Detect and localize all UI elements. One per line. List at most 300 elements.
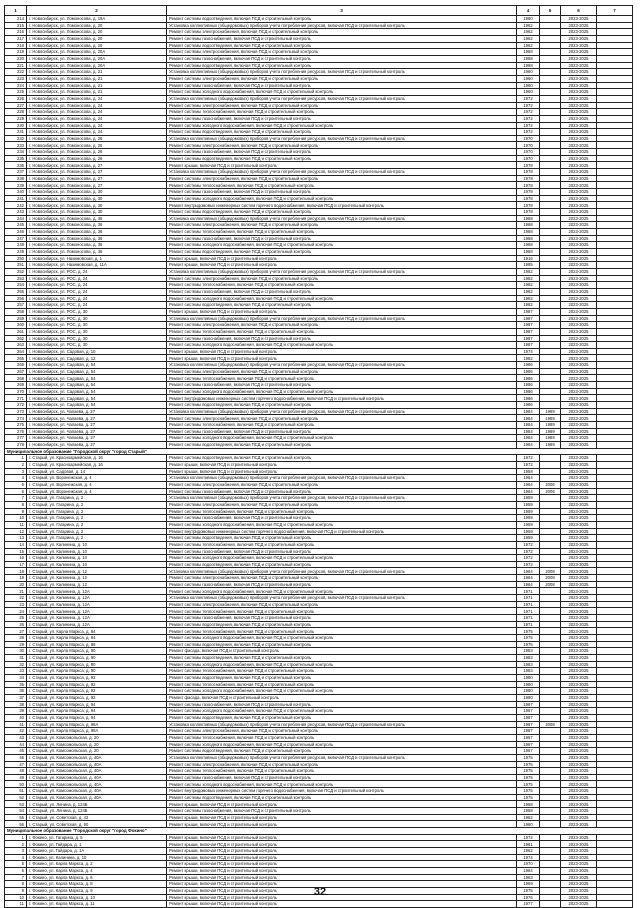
table-cell: г. Старый, ул. Карла Маркса, д. 90 bbox=[27, 648, 167, 655]
table-cell: 2023-2025 bbox=[561, 521, 597, 528]
table-row bbox=[5, 42, 633, 49]
table-cell: г. Старый, ул. Ленина, д. 124Б bbox=[27, 808, 167, 815]
table-cell: г. Новосибирск, ул. Садовая, д. 12 bbox=[27, 355, 167, 362]
table-cell: 1959 bbox=[517, 508, 540, 515]
table-cell: 1970 bbox=[517, 142, 540, 149]
table-cell: 243 bbox=[5, 209, 27, 216]
table-cell: 1984 bbox=[517, 428, 540, 435]
table-cell: 2023-2025 bbox=[561, 142, 597, 149]
table-cell: 2023-2025 bbox=[561, 49, 597, 56]
table-cell: 2023-2025 bbox=[561, 295, 597, 302]
table-cell: Ремонт системы холодного водоснабжения, включая ПСД и строительный контроль bbox=[167, 342, 517, 349]
table-cell: 1971 bbox=[517, 588, 540, 595]
table-cell: Ремонт системы водоотведения, включая ПСД и строительный контроль bbox=[167, 62, 517, 69]
table-row bbox=[5, 728, 633, 735]
table-cell: Установка коллективных (общедомовых) приборов учета потребления ресурсов, включая ПСД и строительный контроль bbox=[167, 495, 517, 502]
table-cell: Ремонт крыши, включая ПСД и строительный контроль bbox=[167, 894, 517, 901]
table-cell bbox=[540, 75, 561, 82]
table-cell: г. Фокино, ул. Карла Маркса, д. 8 bbox=[27, 881, 167, 888]
table-cell bbox=[540, 328, 561, 335]
table-cell: 1982 bbox=[517, 268, 540, 275]
table-cell bbox=[540, 501, 561, 508]
table-cell: г. Старый, ул. Калинина, д. 12 bbox=[27, 568, 167, 575]
table-cell: 1 bbox=[5, 455, 27, 462]
table-row bbox=[5, 674, 633, 681]
table-cell: 1978 bbox=[517, 162, 540, 169]
table-cell: г. Новосибирск, ул. Ломоносова, д. 36 bbox=[27, 222, 167, 229]
table-cell-empty bbox=[597, 368, 633, 375]
table-cell: Ремонт системы теплоснабжения, включая ПСД и строительный контроль bbox=[167, 608, 517, 615]
table-cell: Установка коллективных (общедомовых) приборов учета потребления ресурсов, включая ПСД и строительный контроль bbox=[167, 568, 517, 575]
table-cell-empty bbox=[597, 195, 633, 202]
table-cell: 11 bbox=[5, 901, 27, 908]
table-cell: г. Новосибирск, ул. Ломоносова, д. 24 bbox=[27, 129, 167, 136]
table-row bbox=[5, 282, 633, 289]
table-cell: г. Новосибирск, ул. Ломоносова, д. 26 bbox=[27, 149, 167, 156]
table-cell: Ремонт системы холодного водоснабжения, включая ПСД и строительный контроль bbox=[167, 661, 517, 668]
table-cell: Ремонт системы электроснабжения, включая ПСД и строительный контроль bbox=[167, 728, 517, 735]
table-row bbox=[5, 794, 633, 801]
table-cell bbox=[540, 175, 561, 182]
table-cell: Установка коллективных (общедомовых) приборов учета потребления ресурсов, включая ПСД и строительный контроль bbox=[167, 69, 517, 76]
table-cell-empty bbox=[597, 701, 633, 708]
table-cell-empty bbox=[597, 69, 633, 76]
table-row bbox=[5, 561, 633, 568]
table-cell bbox=[540, 209, 561, 216]
table-cell-empty bbox=[597, 222, 633, 229]
table-cell: 1968 bbox=[517, 242, 540, 249]
table-row bbox=[5, 568, 633, 575]
table-cell: 1960 bbox=[517, 821, 540, 828]
table-cell: 2023-2025 bbox=[561, 868, 597, 875]
table-cell: 2023-2025 bbox=[561, 608, 597, 615]
table-cell-empty bbox=[597, 535, 633, 542]
table-cell: Ремонт системы теплоснабжения, включая ПСД и строительный контроль bbox=[167, 182, 517, 189]
table-cell: 2023-2025 bbox=[561, 75, 597, 82]
table-cell bbox=[540, 122, 561, 129]
table-cell: г. Новосибирск, ул. Нахимовская, д. 1 bbox=[27, 255, 167, 262]
table-cell: Установка коллективных (общедомовых) приборов учета потребления ресурсов, включая ПСД и строительный контроль bbox=[167, 754, 517, 761]
table-cell-empty bbox=[597, 82, 633, 89]
table-cell: 2023-2025 bbox=[561, 375, 597, 382]
table-cell: 2023-2025 bbox=[561, 728, 597, 735]
table-cell: 2023-2025 bbox=[561, 748, 597, 755]
table-row bbox=[5, 621, 633, 628]
table-cell: Ремонт системы холодного водоснабжения, включая ПСД и строительный контроль bbox=[167, 89, 517, 96]
table-row bbox=[5, 248, 633, 255]
table-row bbox=[5, 774, 633, 781]
table-cell: 226 bbox=[5, 95, 27, 102]
table-cell: 2023-2025 bbox=[561, 368, 597, 375]
table-cell: 1987 bbox=[517, 308, 540, 315]
table-cell: 2023-2025 bbox=[561, 348, 597, 355]
table-cell-empty bbox=[597, 35, 633, 42]
table-cell: 2023-2025 bbox=[561, 235, 597, 242]
table-cell-empty bbox=[597, 375, 633, 382]
table-cell-empty bbox=[597, 42, 633, 49]
table-cell: 2023-2025 bbox=[561, 102, 597, 109]
table-cell: 1972 bbox=[517, 541, 540, 548]
table-cell bbox=[540, 315, 561, 322]
table-cell-empty bbox=[597, 794, 633, 801]
table-cell: Ремонт системы теплоснабжения, включая ПСД и строительный контроль bbox=[167, 282, 517, 289]
table-cell: г. Новосибирск, ул. Ломоносова, д. 20А bbox=[27, 49, 167, 56]
table-cell: 1985 bbox=[517, 262, 540, 269]
table-cell: 1968 bbox=[517, 248, 540, 255]
table-cell: г. Старый, ул. Калинина, д. 12А bbox=[27, 621, 167, 628]
table-cell: 2023-2025 bbox=[561, 422, 597, 429]
table-cell: Ремонт системы водоотведения, включая ПСД и строительный контроль bbox=[167, 442, 517, 449]
table-cell bbox=[540, 155, 561, 162]
table-cell: 1968 bbox=[517, 235, 540, 242]
table-cell: 252 bbox=[5, 268, 27, 275]
page-number: 32 bbox=[313, 886, 327, 898]
table-cell: г. Новосибирск, ул. Ломоносова, д. 27 bbox=[27, 175, 167, 182]
table-cell: 2023-2025 bbox=[561, 35, 597, 42]
table-cell: 1967 bbox=[517, 714, 540, 721]
table-cell: Ремонт системы холодного водоснабжения, включая ПСД и строительный контроль bbox=[167, 635, 517, 642]
table-cell: г. Старый, ул. Комсомольская, д. 20 bbox=[27, 741, 167, 748]
table-cell bbox=[540, 22, 561, 29]
table-cell: 1980 bbox=[517, 681, 540, 688]
table-cell: 2023-2025 bbox=[561, 242, 597, 249]
table-cell: 2023-2025 bbox=[561, 894, 597, 901]
table-cell: Ремонт системы теплоснабжения, включая ПСД и строительный контроль bbox=[167, 668, 517, 675]
table-cell: г. Старый, ул. Воронежская, д. 4 bbox=[27, 481, 167, 488]
table-cell: Ремонт системы газоснабжения, включая ПСД и строительный контроль bbox=[167, 515, 517, 522]
table-cell: Ремонт системы газоснабжения, включая ПСД и строительный контроль bbox=[167, 189, 517, 196]
table-cell: 24 bbox=[5, 608, 27, 615]
table-cell: 2023-2025 bbox=[561, 515, 597, 522]
table-cell: 49 bbox=[5, 774, 27, 781]
table-cell: 2023-2025 bbox=[561, 62, 597, 69]
table-cell-empty bbox=[597, 814, 633, 821]
table-cell: г. Новосибирск, ул. Садовая, д. 54 bbox=[27, 382, 167, 389]
table-cell: 2023-2025 bbox=[561, 555, 597, 562]
table-row bbox=[5, 608, 633, 615]
table-cell: 2023-2025 bbox=[561, 129, 597, 136]
table-row bbox=[5, 734, 633, 741]
table-cell: 1989 bbox=[540, 442, 561, 449]
table-cell: 2023-2025 bbox=[561, 694, 597, 701]
table-cell: 1987 bbox=[517, 728, 540, 735]
table-cell: г. Новосибирск, ул. Ломоносова, д. 36 bbox=[27, 229, 167, 236]
table-cell: 2023-2025 bbox=[561, 768, 597, 775]
table-cell-empty bbox=[597, 348, 633, 355]
table-cell: 29 bbox=[5, 641, 27, 648]
table-cell: 2023-2025 bbox=[561, 774, 597, 781]
table-cell: Ремонт системы газоснабжения, включая ПСД и строительный контроль bbox=[167, 149, 517, 156]
table-row bbox=[5, 355, 633, 362]
table-cell bbox=[540, 162, 561, 169]
table-cell-empty bbox=[597, 868, 633, 875]
table-row bbox=[5, 209, 633, 216]
table-cell: Ремонт крыши, включая ПСД и строительный контроль bbox=[167, 308, 517, 315]
table-cell: г. Старый, ул. Карла Маркса, д. 94 bbox=[27, 708, 167, 715]
table-cell: г. Новосибирск, ул. Ломоносова, д. 36 bbox=[27, 248, 167, 255]
table-cell: Ремонт системы газоснабжения, включая ПСД и строительный контроль bbox=[167, 615, 517, 622]
table-cell-empty bbox=[597, 655, 633, 662]
table-cell-empty bbox=[597, 322, 633, 329]
table-cell: 2023-2025 bbox=[561, 468, 597, 475]
table-cell: г. Новосибирск, ул. Ломоносова, д. 20 bbox=[27, 22, 167, 29]
table-row bbox=[5, 95, 633, 102]
table-cell: Ремонт системы электроснабжения, включая ПСД и строительный контроль bbox=[167, 49, 517, 56]
table-cell: 2023-2025 bbox=[561, 581, 597, 588]
table-cell bbox=[540, 202, 561, 209]
table-cell: 1986 bbox=[517, 368, 540, 375]
table-cell: Ремонт системы холодного водоснабжения, включая ПСД и строительный контроль bbox=[167, 435, 517, 442]
table-cell: 2023-2025 bbox=[561, 169, 597, 176]
table-cell: г. Новосибирск, ул. РОС, д. 30 bbox=[27, 328, 167, 335]
table-row bbox=[5, 402, 633, 409]
table-cell: Ремонт системы водоотведения, включая ПСД и строительный контроль bbox=[167, 674, 517, 681]
table-cell-empty bbox=[597, 481, 633, 488]
table-row bbox=[5, 115, 633, 122]
table-cell: 1972 bbox=[517, 548, 540, 555]
table-cell bbox=[540, 515, 561, 522]
table-cell-empty bbox=[597, 382, 633, 389]
table-cell: 1959 bbox=[517, 501, 540, 508]
table-cell: 45 bbox=[5, 748, 27, 755]
table-cell: 1982 bbox=[517, 302, 540, 309]
table-cell: г. Новосибирск, ул. Ломоносова, д. 30 bbox=[27, 195, 167, 202]
table-cell: 1987 bbox=[517, 721, 540, 728]
table-cell: 4 bbox=[5, 854, 27, 861]
table-cell: 219 bbox=[5, 49, 27, 56]
table-row bbox=[5, 535, 633, 542]
table-cell-empty bbox=[597, 748, 633, 755]
table-cell-empty bbox=[597, 235, 633, 242]
table-cell: 1986 bbox=[517, 395, 540, 402]
table-cell: 2023-2025 bbox=[561, 741, 597, 748]
table-cell: Ремонт системы газоснабжения, включая ПСД и строительный контроль bbox=[167, 235, 517, 242]
table-cell: 2023-2025 bbox=[561, 255, 597, 262]
table-cell: 1963 bbox=[517, 874, 540, 881]
table-cell bbox=[540, 521, 561, 528]
table-cell: 217 bbox=[5, 35, 27, 42]
table-cell bbox=[540, 841, 561, 848]
table-cell-empty bbox=[597, 248, 633, 255]
table-cell: 229 bbox=[5, 115, 27, 122]
table-row bbox=[5, 488, 633, 495]
document-page bbox=[4, 5, 632, 908]
table-cell: 2023-2025 bbox=[561, 814, 597, 821]
table-cell: 2023-2025 bbox=[561, 248, 597, 255]
table-cell bbox=[540, 788, 561, 795]
table-cell-empty bbox=[597, 495, 633, 502]
table-cell: 1960 bbox=[517, 16, 540, 23]
table-cell-empty bbox=[597, 109, 633, 116]
table-cell: 2006 bbox=[540, 481, 561, 488]
table-cell: Ремонт системы электроснабжения, включая ПСД и строительный контроль bbox=[167, 501, 517, 508]
table-cell: 1983 bbox=[517, 668, 540, 675]
table-cell: 238 bbox=[5, 175, 27, 182]
table-cell bbox=[540, 282, 561, 289]
table-cell: 272 bbox=[5, 402, 27, 409]
table-cell: 2023-2025 bbox=[561, 328, 597, 335]
table-cell: 1962 bbox=[517, 22, 540, 29]
table-cell bbox=[540, 601, 561, 608]
table-cell: г. Новосибирск, ул. РОС, д. 24 bbox=[27, 268, 167, 275]
table-cell bbox=[540, 16, 561, 23]
table-cell: 2023-2025 bbox=[561, 428, 597, 435]
table-cell-empty bbox=[597, 694, 633, 701]
table-cell: 2023-2025 bbox=[561, 382, 597, 389]
table-cell: 1964 bbox=[517, 575, 540, 582]
table-cell: г. Новосибирск, ул. РОС, д. 24 bbox=[27, 282, 167, 289]
table-cell bbox=[540, 69, 561, 76]
table-cell: Ремонт системы газоснабжения, включая ПСД и строительный контроль bbox=[167, 428, 517, 435]
table-cell: 2023-2025 bbox=[561, 714, 597, 721]
table-cell: Ремонт системы теплоснабжения, включая ПСД и строительный контроль bbox=[167, 229, 517, 236]
table-cell: 246 bbox=[5, 229, 27, 236]
table-cell: Ремонт системы газоснабжения, включая ПСД и строительный контроль bbox=[167, 35, 517, 42]
table-row bbox=[5, 182, 633, 189]
table-cell-empty bbox=[597, 75, 633, 82]
table-cell-empty bbox=[597, 461, 633, 468]
table-cell: 1962 bbox=[517, 29, 540, 36]
table-cell: 2023-2025 bbox=[561, 495, 597, 502]
table-row bbox=[5, 195, 633, 202]
table-cell: 1976 bbox=[517, 894, 540, 901]
table-row bbox=[5, 149, 633, 156]
table-cell bbox=[540, 355, 561, 362]
table-cell: Ремонт системы теплоснабжения, включая ПСД и строительный контроль bbox=[167, 328, 517, 335]
table-cell: 13 bbox=[5, 535, 27, 542]
table-cell bbox=[540, 375, 561, 382]
table-row bbox=[5, 801, 633, 808]
table-cell: 44 bbox=[5, 741, 27, 748]
table-row bbox=[5, 49, 633, 56]
table-cell: г. Старый, ул. Карла Маркса, д. 92 bbox=[27, 674, 167, 681]
table-cell-empty bbox=[597, 595, 633, 602]
table-cell-empty bbox=[597, 475, 633, 482]
table-row bbox=[5, 335, 633, 342]
table-cell: г. Новосибирск, ул. Садовая, д. 54 bbox=[27, 395, 167, 402]
table-cell: 8 bbox=[5, 881, 27, 888]
table-cell: г. Старый, ул. Воронежская, д. 4 bbox=[27, 488, 167, 495]
table-cell: 1975 bbox=[517, 628, 540, 635]
table-cell bbox=[540, 348, 561, 355]
table-cell: 1964 bbox=[517, 475, 540, 482]
table-cell: Ремонт системы электроснабжения, включая ПСД и строительный контроль bbox=[167, 275, 517, 282]
table-cell bbox=[540, 382, 561, 389]
table-row bbox=[5, 175, 633, 182]
table-cell: г. Новосибирск, ул. Ломоносова, д. 19А bbox=[27, 16, 167, 23]
repair-schedule-table bbox=[4, 5, 633, 908]
table-cell-empty bbox=[597, 295, 633, 302]
table-cell: 1978 bbox=[517, 175, 540, 182]
table-cell: 1967 bbox=[517, 748, 540, 755]
table-row bbox=[5, 102, 633, 109]
table-cell-empty bbox=[597, 681, 633, 688]
table-cell: 2023-2025 bbox=[561, 548, 597, 555]
table-cell: 1959 bbox=[517, 495, 540, 502]
table-cell: 3 bbox=[5, 468, 27, 475]
table-cell: 51 bbox=[5, 788, 27, 795]
table-cell: 1977 bbox=[517, 901, 540, 908]
table-cell: Ремонт системы холодного водоснабжения, включая ПСД и строительный контроль bbox=[167, 295, 517, 302]
table-row bbox=[5, 628, 633, 635]
table-cell: Ремонт системы газоснабжения, включая ПСД и строительный контроль bbox=[167, 581, 517, 588]
table-cell: г. Старый, ул. Гагарина, д. 2 bbox=[27, 528, 167, 535]
table-cell: 2023-2025 bbox=[561, 222, 597, 229]
table-cell-empty bbox=[597, 528, 633, 535]
table-cell: 1960 bbox=[517, 82, 540, 89]
table-cell: 1975 bbox=[517, 761, 540, 768]
table-cell bbox=[540, 102, 561, 109]
table-cell-empty bbox=[597, 561, 633, 568]
table-cell: Ремонт внутридомовых инженерных систем горячего водоснабжения, включая ПСД и строительный контроль bbox=[167, 202, 517, 209]
table-cell: 18 bbox=[5, 568, 27, 575]
table-cell: Ремонт крыши, включая ПСД и строительный контроль bbox=[167, 821, 517, 828]
table-cell: 2023-2025 bbox=[561, 388, 597, 395]
table-cell: 1983 bbox=[517, 655, 540, 662]
table-cell-empty bbox=[597, 661, 633, 668]
table-cell: г. Новосибирск, ул. РОС, д. 30 bbox=[27, 322, 167, 329]
table-cell: Ремонт крыши, включая ПСД и строительный контроль bbox=[167, 874, 517, 881]
table-cell: 1964 bbox=[517, 868, 540, 875]
table-cell: 1984 bbox=[517, 422, 540, 429]
table-cell: 2023-2025 bbox=[561, 708, 597, 715]
table-cell: Установка коллективных (общедомовых) приборов учета потребления ресурсов, включая ПСД и строительный контроль bbox=[167, 408, 517, 415]
table-cell bbox=[540, 495, 561, 502]
table-cell: 1972 bbox=[517, 122, 540, 129]
table-cell: Ремонт крыши, включая ПСД и строительный контроль bbox=[167, 881, 517, 888]
table-cell-empty bbox=[597, 834, 633, 841]
table-cell: Ремонт крыши, включая ПСД и строительный контроль bbox=[167, 868, 517, 875]
table-cell-empty bbox=[597, 16, 633, 23]
table-cell: Ремонт фасада, включая ПСД и строительный контроль bbox=[167, 694, 517, 701]
table-cell-empty bbox=[597, 275, 633, 282]
table-row bbox=[5, 601, 633, 608]
table-cell: 276 bbox=[5, 428, 27, 435]
table-cell: 38 bbox=[5, 701, 27, 708]
table-cell: 2023-2025 bbox=[561, 335, 597, 342]
table-cell: г. Новосибирск, ул. Чапаева, д. 27 bbox=[27, 422, 167, 429]
table-row bbox=[5, 814, 633, 821]
table-cell: 34 bbox=[5, 674, 27, 681]
table-body bbox=[5, 6, 633, 908]
table-cell: 1980 bbox=[517, 688, 540, 695]
table-cell: 228 bbox=[5, 109, 27, 116]
table-cell-empty bbox=[597, 362, 633, 369]
table-cell-empty bbox=[597, 708, 633, 715]
table-cell: Ремонт системы водоотведения, включая ПСД и строительный контроль bbox=[167, 714, 517, 721]
table-cell: 1984 bbox=[517, 408, 540, 415]
table-cell: г. Старый, ул. Калинина, д. 10 bbox=[27, 561, 167, 568]
table-cell-empty bbox=[597, 388, 633, 395]
table-row bbox=[5, 169, 633, 176]
table-cell: г. Старый, ул. Ленина, д. 124Б bbox=[27, 801, 167, 808]
table-cell: 2023-2025 bbox=[561, 761, 597, 768]
table-cell bbox=[540, 608, 561, 615]
table-cell: Ремонт системы водоотведения, включая ПСД и строительный контроль bbox=[167, 16, 517, 23]
table-cell: 1958 bbox=[517, 468, 540, 475]
table-cell bbox=[540, 55, 561, 62]
table-cell-empty bbox=[597, 821, 633, 828]
table-cell: 2023-2025 bbox=[561, 754, 597, 761]
table-cell: г. Фокино, ул. Карла Маркса, д. 11 bbox=[27, 901, 167, 908]
table-cell: Ремонт системы электроснабжения, включая ПСД и строительный контроль bbox=[167, 481, 517, 488]
table-row bbox=[5, 768, 633, 775]
table-row bbox=[5, 788, 633, 795]
table-cell: 2023-2025 bbox=[561, 615, 597, 622]
table-cell: г. Новосибирск, ул. Ломоносова, д. 21 bbox=[27, 75, 167, 82]
table-cell: 1972 bbox=[517, 129, 540, 136]
table-cell-empty bbox=[597, 22, 633, 29]
